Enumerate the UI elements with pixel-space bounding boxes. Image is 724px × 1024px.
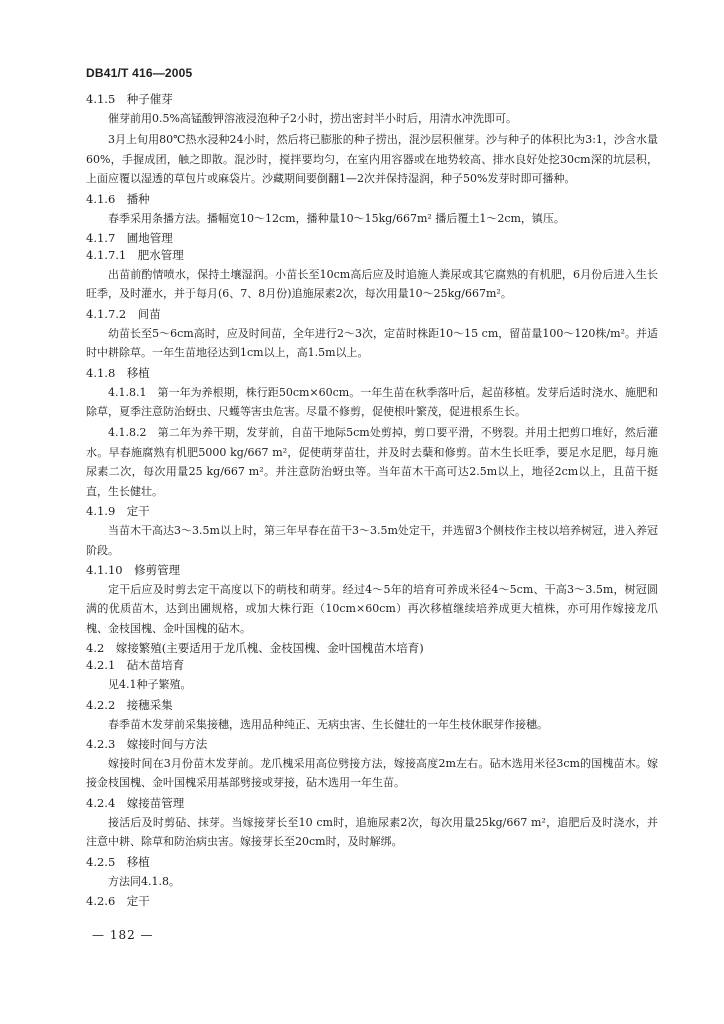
section-heading: 4.2.5 移植 (86, 855, 150, 869)
section-heading: 4.2.3 嫁接时间与方法 (86, 737, 208, 751)
section-heading: 4.1.7.2 间苗 (86, 307, 161, 321)
body-paragraph: 春季苗木发芽前采集接穗，选用品种纯正、无病虫害、生长健壮的一年生枝休眠芽作接穗。 (108, 717, 548, 731)
body-paragraph: 4.1.8.2 第二年为养干期，发芽前，自苗干地际5cm处剪掉，剪口要平滑，不劈裂。并用土把剪口堆好，然后灌水。早春施腐熟有机肥5000 kg/667 m²，促使萌芽苗壮，并及时去蘖和修剪。苗木生长旺季，要足水足肥，每月施尿素二次，每次用量25 kg/667 m²。并注意防治蚜虫等。当年苗木干高可达2.5m以上，地径2cm以上，且苗干挺直，生长健壮。 (86, 426, 658, 498)
section-heading: 4.1.7 圃地管理 (86, 232, 173, 246)
page-number: — 182 — (92, 928, 154, 942)
body-paragraph: 见4.1种子繁殖。 (108, 678, 192, 692)
body-paragraph: 方法同4.1.8。 (108, 874, 180, 888)
section-heading: 4.2.4 嫁接苗管理 (86, 796, 185, 810)
section-heading: 4.1.10 修剪管理 (86, 563, 181, 577)
body-paragraph: 当苗木干高达3～3.5m以上时，第三年早春在苗干3～3.5m处定干，并选留3个侧枝作主枝以培养树冠，进入养冠阶段。 (86, 524, 658, 557)
document-body (86, 89, 658, 911)
body-paragraph: 催芽前用0.5%高锰酸钾溶液浸泡种子2小时，捞出密封半小时后，用清水冲洗即可。 (108, 112, 517, 125)
section-heading: 4.2.2 接穗采集 (86, 698, 173, 712)
body-paragraph: 出苗前酌情喷水，保持土壤湿润。小苗长至10cm高后应及时追施人粪尿或其它腐熟的有机肥，6月份后进入生长旺季，及时灌水，并于每月(6、7、8月份)追施尿素2次，每次用量10～25kg/667m²。 (86, 268, 658, 301)
body-paragraph: 嫁接时间在3月份苗木发芽前。龙爪槐采用高位劈接方法，嫁接高度2m左右。砧木选用米径3cm的国槐苗木。嫁接金枝国槐、金叶国槐采用基部劈接或芽接，砧木选用一年生苗。 (86, 756, 658, 790)
section-heading: 4.2.6 定干 (86, 894, 150, 908)
standard-code: DB41/T 416—2005 (86, 66, 193, 80)
body-paragraph: 定干后应及时剪去定干高度以下的萌枝和萌芽。经过4～5年的培育可养成米径4～5cm、干高3～3.5m，树冠圆满的优质苗木，达到出圃规格，或加大株行距（10cm×60cm）再次移植继续培养成更大植株，亦可用作嫁接龙爪槐、金枝国槐、金叶国槐的砧木。 (86, 582, 658, 635)
body-paragraph: 幼苗长至5～6cm高时，应及时间苗，全年进行2～3次，定苗时株距10～15 cm，留苗量100～120株/m²。并适时中耕除草。一年生苗地径达到1cm以上，高1.5m以上。 (86, 326, 658, 360)
section-heading: 4.1.5 种子催芽 (86, 93, 173, 106)
section-heading: 4.1.7.1 肥水管理 (86, 249, 184, 263)
section-heading: 4.2.1 砧木苗培育 (86, 659, 185, 673)
section-heading: 4.2 嫁接繁殖(主要适用于龙爪槐、金枝国槐、金叶国槐苗木培育) (86, 642, 424, 656)
section-heading: 4.1.6 播种 (86, 192, 150, 206)
body-paragraph: 春季采用条播方法。播幅宽10～12cm，播种量10～15kg/667m² 播后覆土1～2cm，镇压。 (108, 211, 565, 225)
section-heading: 4.1.8 移植 (86, 366, 150, 380)
body-paragraph: 4.1.8.1 第一年为养根期，株行距50cm×60cm。一年生苗在秋季落叶后，起苗移植。发芽后适时浇水、施肥和除草，夏季注意防治蚜虫、尺蠖等害虫危害。尽量不修剪，促使根叶繁茂，促进根系生长。 (86, 385, 658, 419)
body-paragraph: 3月上旬用80℃热水浸种24小时，然后将已膨胀的种子捞出，混沙层积催芽。沙与种子的体积比为3:1，沙含水量60%，手握成团，触之即散。混沙时，搅拌要均匀，在室内用容器或在地势较高、排水良好处挖30cm深的坑层积，上面应覆以湿透的草包片或麻袋片。沙藏期间要倒翻1—2次并保持湿润，种子50%发芽时即可播种。 (86, 133, 658, 186)
section-heading: 4.1.9 定干 (86, 505, 150, 519)
body-paragraph: 接活后及时剪砧、抹芽。当嫁接芽长至10 cm时，追施尿素2次，每次用量25kg/667 m²，追肥后及时浇水，并注意中耕、除草和防治病虫害。嫁接芽长至20cm时，及时解绑。 (86, 815, 658, 849)
